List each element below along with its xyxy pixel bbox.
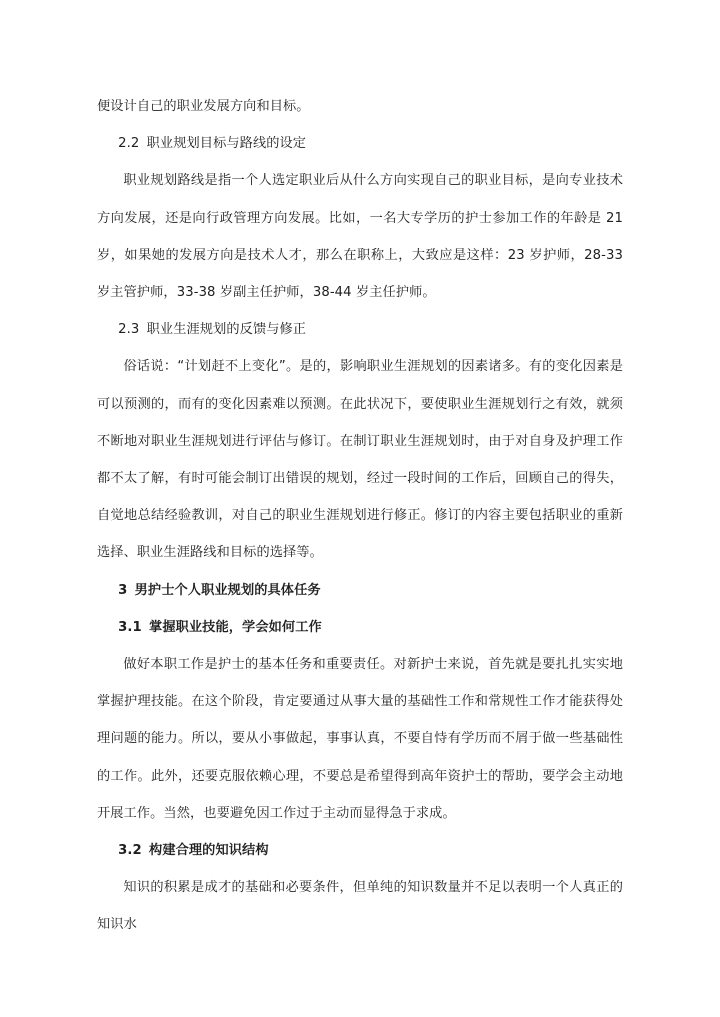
document-body xyxy=(97,88,623,944)
section-heading xyxy=(97,609,623,646)
body-paragraph: 职业规划路线是指一个人选定职业后从什么方向实现自己的职业目标，是向专业技术方向发展，还是向行政管理方向发展。比如，一名大专学历的护士参加工作的年龄是 21 岁，如果她的发展方向是技术人才，那么在职称上，大致应是这样：23 岁护师，28-33 岁主管护师，33-38 岁副主任护师，38-44 岁主任护师。 xyxy=(97,173,623,301)
section-title: 掌握职业技能，学会如何工作 xyxy=(149,619,322,635)
body-paragraph: 便设计自己的职业发展方向和目标。 xyxy=(97,99,310,114)
body-paragraph: 做好本职工作是护士的基本任务和重要责任。对新护士来说，首先就是要扎扎实实地掌握护理技能。在这个阶段，肯定要通过从事大量的基础性工作和常规性工作才能获得处理问题的能力。所以，要从小事做起，事事认真，不要自恃有学历而不屑于做一些基础性的工作。此外，还要克服依赖心理，不要总是希望得到高年资护士的帮助，要学会主动地开展工作。当然，也要避免因工作过于主动而显得急于求成。 xyxy=(97,657,623,821)
section-heading xyxy=(97,125,623,162)
section-number: 2.2 xyxy=(118,136,140,152)
section-number: 3.2 xyxy=(118,843,142,859)
body-paragraph: 知识的积累是成才的基础和必要条件，但单纯的知识数量并不足以表明一个人真正的知识水 xyxy=(97,880,623,933)
section-heading xyxy=(97,832,623,869)
section-number: 3 xyxy=(118,582,128,598)
section-heading xyxy=(97,311,623,348)
section-title: 职业生涯规划的反馈与修正 xyxy=(146,322,307,338)
body-paragraph: 俗话说：“计划赶不上变化”。是的，影响职业生涯规划的因素诸多。有的变化因素是可以预测的，而有的变化因素难以预测。在此状况下，要使职业生涯规划行之有效，就须不断地对职业生涯规划进行评估与修订。在制订职业生涯规划时，由于对自身及护理工作都不太了解，有时可能会制订出错误的规划，经过一段时间的工作后，回顾自己的得失，自觉地总结经验教训，对自己的职业生涯规划进行修正。修订的内容主要包括职业的重新选择、职业生涯路线和目标的选择等。 xyxy=(97,359,623,561)
section-title: 职业规划目标与路线的设定 xyxy=(146,136,307,152)
section-heading xyxy=(97,572,623,609)
section-number: 2.3 xyxy=(118,322,140,338)
section-title: 构建合理的知识结构 xyxy=(149,843,269,859)
section-title: 男护士个人职业规划的具体任务 xyxy=(134,582,321,598)
section-number: 3.1 xyxy=(118,619,142,635)
